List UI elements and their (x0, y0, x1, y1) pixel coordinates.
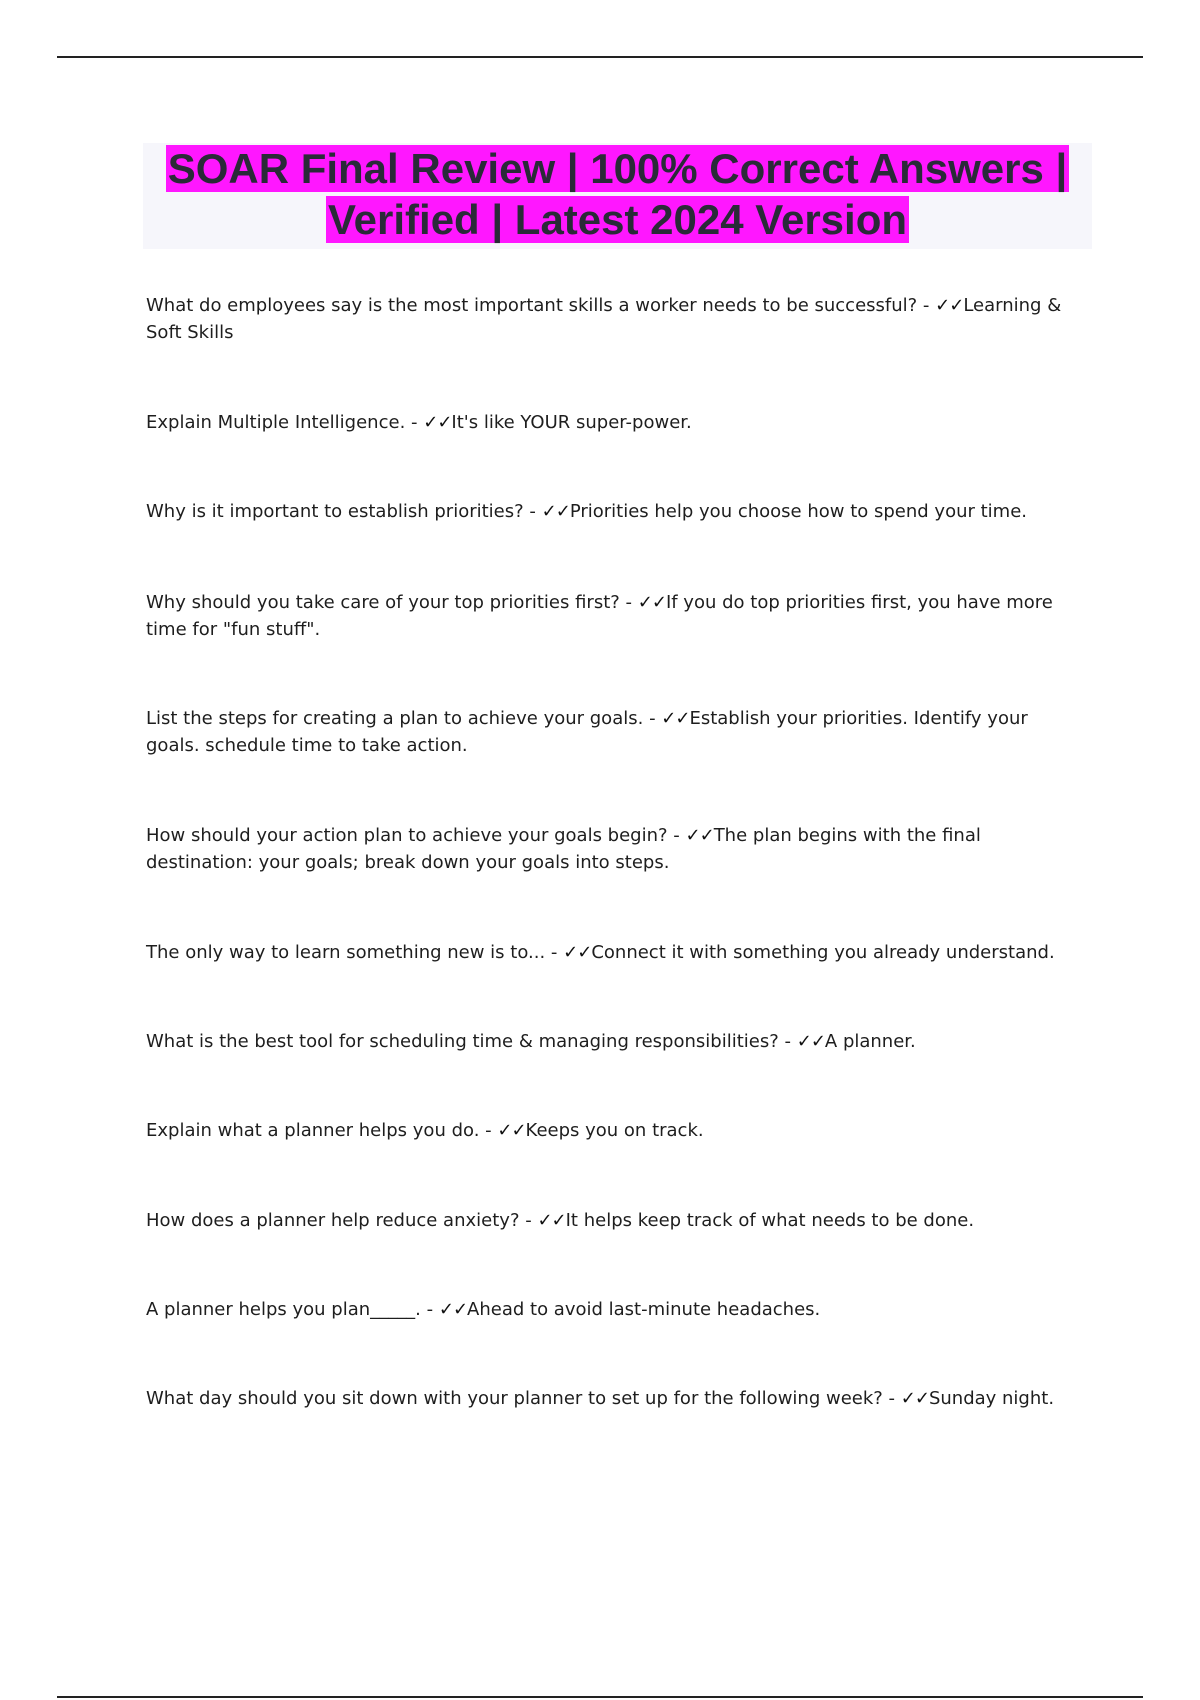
top-rule (57, 56, 1143, 58)
separator: - (619, 592, 638, 613)
answer-text: If you do top priorities first, you have more time for "fun stuff". (146, 592, 1053, 640)
qa-item (146, 1207, 1086, 1234)
qa-item (146, 292, 1086, 346)
separator: - (420, 1299, 439, 1320)
question-text: Explain what a planner helps you do. (146, 1120, 480, 1141)
answer-text: Sunday night. (928, 1388, 1055, 1409)
answer-text: The plan begins with the final destination: your goals; break down your goals into steps. (146, 825, 981, 873)
answer-text: It helps keep track of what needs to be done. (565, 1210, 975, 1231)
question-text: Explain Multiple Intelligence. (146, 412, 406, 433)
question-text: How should your action plan to achieve your goals begin? (146, 825, 668, 846)
double-check-icon: ✓✓ (796, 1031, 825, 1052)
document-title-text: SOAR Final Review | 100% Correct Answers | Verified | Latest 2024 Version (167, 145, 1068, 243)
question-text: What do employees say is the most important skills a worker needs to be successful? (146, 295, 918, 316)
separator: - (882, 1388, 901, 1409)
question-text: List the steps for creating a plan to achieve your goals. (146, 708, 644, 729)
answer-text: Ahead to avoid last-minute headaches. (467, 1299, 821, 1320)
separator: - (519, 1210, 538, 1231)
separator: - (667, 825, 686, 846)
qa-item (146, 1117, 1086, 1144)
double-check-icon: ✓✓ (935, 295, 964, 316)
qa-item (146, 1296, 1086, 1323)
question-text: What is the best tool for scheduling time & managing responsibilities? (146, 1031, 779, 1052)
question-text: What day should you sit down with your planner to set up for the following week? (146, 1388, 883, 1409)
qa-item (146, 409, 1086, 436)
qa-item (146, 939, 1086, 966)
double-check-icon: ✓✓ (423, 412, 452, 433)
answer-text: Connect it with something you already understand. (591, 942, 1055, 963)
separator: - (405, 412, 424, 433)
double-check-icon: ✓✓ (537, 1210, 566, 1231)
bottom-rule (57, 1696, 1143, 1698)
question-text: How does a planner help reduce anxiety? (146, 1210, 520, 1231)
double-check-icon: ✓✓ (541, 501, 570, 522)
document-title (143, 143, 1092, 245)
separator: - (479, 1120, 498, 1141)
double-check-icon: ✓✓ (497, 1120, 526, 1141)
question-text: Why is it important to establish priorities? (146, 501, 524, 522)
answer-text: Learning & Soft Skills (146, 295, 1062, 343)
qa-item (146, 822, 1086, 876)
qa-item (146, 589, 1086, 643)
answer-text: It's like YOUR super-power. (451, 412, 692, 433)
qa-item (146, 1385, 1086, 1412)
question-text: A planner helps you plan_____. (146, 1299, 421, 1320)
qa-item (146, 1028, 1086, 1055)
answer-text: Priorities help you choose how to spend your time. (569, 501, 1028, 522)
separator: - (643, 708, 662, 729)
title-block (143, 143, 1092, 249)
double-check-icon: ✓✓ (900, 1388, 929, 1409)
answer-text: A planner. (824, 1031, 916, 1052)
double-check-icon: ✓✓ (438, 1299, 468, 1320)
qa-item (146, 498, 1086, 525)
qa-item (146, 705, 1086, 759)
double-check-icon: ✓✓ (685, 825, 714, 846)
separator: - (545, 942, 564, 963)
separator: - (778, 1031, 797, 1052)
question-text: The only way to learn something new is to... (146, 942, 546, 963)
answer-text: Establish your priorities. Identify your goals. schedule time to take action. (146, 708, 1028, 756)
double-check-icon: ✓✓ (563, 942, 592, 963)
answer-text: Keeps you on track. (525, 1120, 704, 1141)
double-check-icon: ✓✓ (637, 592, 666, 613)
question-text: Why should you take care of your top priorities first? (146, 592, 620, 613)
separator: - (917, 295, 936, 316)
double-check-icon: ✓✓ (661, 708, 690, 729)
separator: - (523, 501, 542, 522)
